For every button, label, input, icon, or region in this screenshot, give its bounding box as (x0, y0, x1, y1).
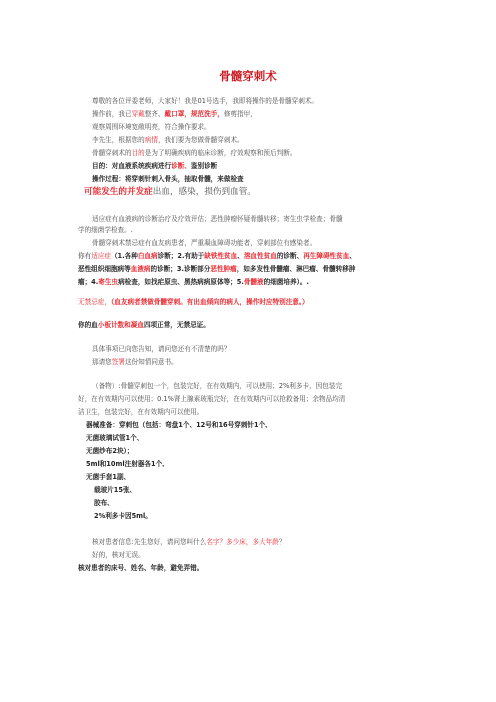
text-line: 无菌手套1副、 (86, 473, 131, 481)
text-line: 胶布、 (94, 499, 114, 507)
text-line: 无禁忌症，（血友病者禁做骨髓穿刺。有出血倾向的病人，操作时应特别注意。） (78, 298, 309, 306)
text-line: 骨髓穿刺术禁忌症有血友病患者，严重凝血障碍功能者，穿刺部位有感染者。 (92, 239, 317, 247)
text-line: 洁卫生，包装完好，在有效期内可以使用。 (78, 408, 204, 416)
text-line: 操作过程：将穿刺针刺入骨头，抽取骨髓，来做检查 (92, 175, 244, 183)
text-line: 李先生，根据您的病情，我们要为您做骨髓穿刺术。 (92, 136, 244, 144)
text-line: 学的细菌学检查。. (78, 226, 133, 234)
text-line: 操作前，我已穿戴整齐、戴口罩，规范洗手，修剪指甲， (92, 110, 257, 118)
text-line: 无菌纱布2块）； (86, 447, 134, 455)
text-line: 无菌玻璃试管1个、 (86, 434, 144, 442)
text-line: 核对患者的床号、姓名、年龄，避免弄错。 (78, 564, 204, 572)
text-line: 器械准备：穿刺包（包括：弯盘1个、12号和16号穿刺针1个、 (86, 421, 272, 429)
text-line: 适应症有血液病的诊断治疗及疗效评估；恶性肿瘤怀疑骨髓转移；寄生虫学检查；骨髓 (92, 215, 343, 223)
text-line: 核对患者信息:先生您好，请问您叫什么名字？多少床，多大年龄？ (92, 538, 286, 546)
text-line: 骨髓穿刺术的目的是为了明确疾病的临床诊断，疗效观察和预后判断。 (92, 149, 297, 157)
document-title: 骨髓穿刺术 (219, 69, 277, 83)
text-line: 具体事项已向您告知，请问您还有不清楚的吗？ (92, 345, 231, 353)
text-line: （备物）:骨髓穿刺包一个，包装完好，在有效期内，可以使用；2%利多卡，因包装完 (92, 382, 343, 390)
text-line: 好的，核对无误。 (92, 551, 145, 559)
text-line: 尊敬的各位评委老师，大家好！我是01号选手，我即将操作的是骨髓穿刺术。 (92, 97, 318, 105)
text-line: 好，在有效期内可以使用；0.1%肾上腺素玻瓶完好，在有效期内可以抢救备用；余物品均清 (78, 395, 346, 403)
text-line: 5ml和10ml注射器各1个、 (86, 460, 169, 468)
text-line: 恶性组织细胞病等血液病的诊断；3.诊断部分恶性肿瘤，如多发性骨髓瘤、淋巴瘤、骨髓转移肿 (78, 265, 356, 273)
text-line: 你的血小板计数和凝血四项正常，无禁忌证。 (78, 321, 210, 329)
text-line: 目的：对血液系统疾病进行诊断、鉴别诊断 (92, 162, 218, 170)
text-line: 载玻片15张、 (94, 486, 137, 494)
text-line: 瘤；4.寄生虫病检查，如找疟原虫、黑热病病原体等；5.骨髓液的细菌培养）。. (78, 278, 309, 286)
text-line: 观察周围环境宽敞明亮，符合操作要求。 (92, 123, 211, 131)
text-line: 可能发生的并发症出血，感染，损伤到血管。 (84, 187, 256, 197)
text-line: 2%利多卡因5ml。 (94, 512, 152, 520)
text-line: 你有适应症（1.各种白血病诊断；2.有助于缺铁性贫血、溶血性贫血的诊断、再生障碍性贫血、 (78, 252, 356, 260)
text-line: 那请您签署这份知情同意书。 (92, 358, 178, 366)
